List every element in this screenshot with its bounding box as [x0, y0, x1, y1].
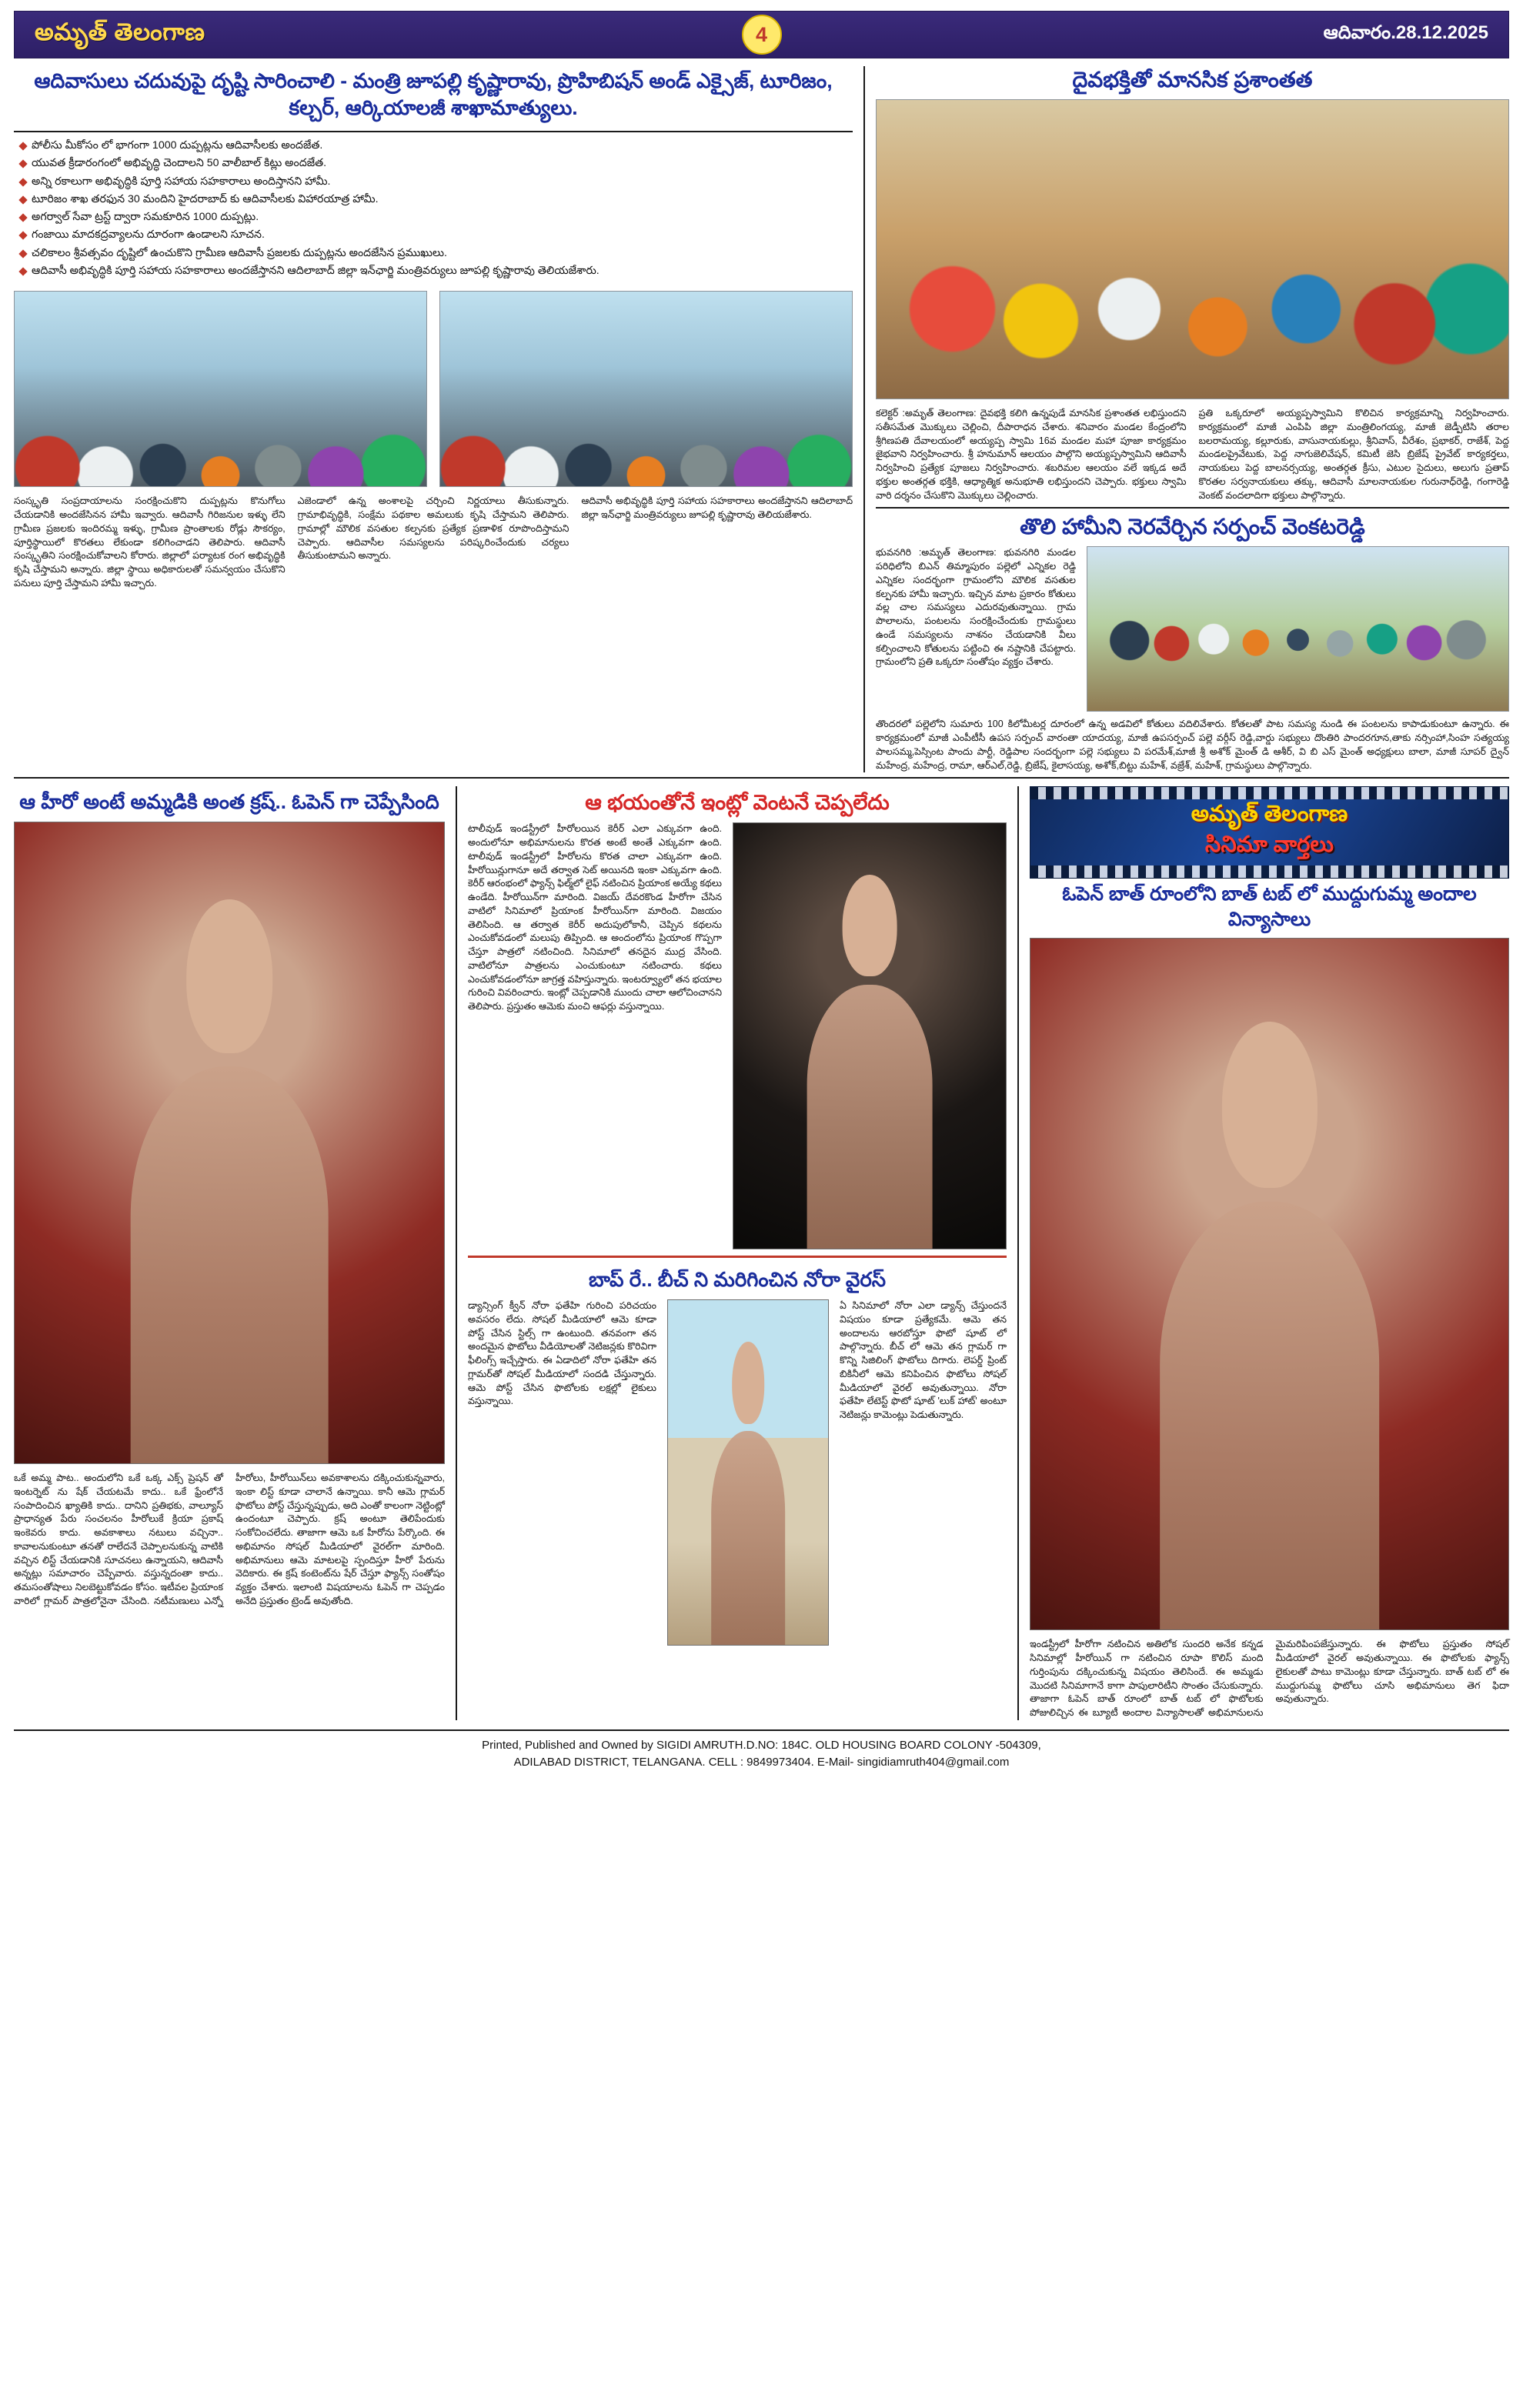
photo-sarpanch-village [1087, 546, 1509, 712]
bullet-icon [18, 160, 27, 168]
bullet-text: అగర్వాల్ సేవా ట్రస్ట్ ద్వారా సమకూరిన 1000 దుప్పట్లు. [32, 211, 259, 224]
cinema-banner [1030, 786, 1509, 879]
fear-story [468, 786, 1007, 1720]
column-divider [1017, 786, 1019, 1720]
list-item [14, 226, 853, 244]
sarpanch-col-1: భువనగిరి :అమృత్ తెలంగాణ: భువనగిరి మండల పరిధిలోని బిఎన్ తిమ్మాపురం పల్లెలో ఎన్నికల రెడ్డి ఎన్నికల సందర్భంగా గ్రామంలోని మౌలిక వసతుల కల్పనకు హామీ ఇచ్చారు. ఇచ్చిన మాట ప్రకారం కోతులు వల్ల చాల సమస్యలు ఎదురవుతున్నాయి. గ్రామ పొలాలను, పంటలను సంరక్షించేందుకు గ్రామస్థులు ఉండే సమస్యలను నాశనం చేయడానికి వీలు కల్పించాలని కోతులను పట్టించి ఈ నష్టానికి చేపట్టారు. గ్రామంలోని ప్రతి ఒక్కరూ సంతోషం వ్యక్తం చేశారు. [876, 547, 1076, 668]
devotion-story [876, 66, 1509, 772]
bullet-text: టూరిజం శాఖ తరఫున 30 మందిని హైదరాబాద్ కు ఆదివాసీలకు విహారయాత్ర హామీ. [32, 192, 379, 205]
lead-body-col-3: ఆదివాసీ అభివృద్ధికి పూర్తి సహాయ సహకారాలు అందజేస్తానని ఆదిలాబాద్ జిల్లా ఇన్‌ఛార్జి మంత్రివర్యులు జూపల్లి కృష్ణారావు తెలియజేశారు. [581, 495, 853, 521]
fear-block [468, 822, 1007, 1249]
cinema-banner-line1: అమృత్ తెలంగాణ [1191, 802, 1348, 827]
footer-line-2: ADILABAD DISTRICT, TELANGANA. CELL : 9849973404. E-Mail- singidiamruth404@gmail.com [513, 1756, 1010, 1769]
photo-actress-black-saree [733, 822, 1007, 1249]
photo-temple-kalyanotsavam [876, 99, 1509, 399]
footer-line-1: Printed, Published and Owned by SIGIDI AMRUTH.D.NO: 184C. OLD HOUSING BOARD COLONY -504309, [482, 1738, 1041, 1752]
crush-headline: ఆ హీరో అంటే అమ్మడికి అంత క్రష్.. ఓపెన్ గా చెప్పేసింది [19, 790, 439, 814]
page-number-badge: 4 [742, 15, 782, 55]
nora-block [468, 1299, 1007, 1646]
lead-body-col-1: సంస్కృతి సంప్రదాయాలను సంరక్షించుకొని దుప్పట్లను కొనుగోలు చేయడానికి అందజేసినన హామీ ఇవ్వారు. ఆదివాసీ గిరిజనుల ఇళ్ళు లేని గ్రామీణ ప్రజలకు ఇందిరమ్మ ఇళ్ళు, గ్రామీణ ప్రాంతాలకు రోడ్లు సౌకర్యం, పూర్తిస్థాయిలో కొరతలు లేకుండా కలిగించాడని తెలిపారు. ఆదివాసీ సంస్కృతిని సంరక్షించుకోవాలని కోరారు. జిల్లాలో పర్యాటక రంగ అభివృద్ధికి కృషి చేస్తామని అన్నారు. జిల్లా స్థాయి అధికారులతో సమన్వయం చేసుకొని పనులు పూర్తి చేస్తామని హామీ ఇచ్చారు. [14, 495, 286, 589]
lead-body-col-2: ఎజెండాలో ఉన్న అంశాలపై చర్చించి నిర్ణయాలు తీసుకున్నారు. గ్రామాభివృద్ధికి, సంక్షేమ పథకాల అమలుకు కృషి చేస్తామని తెలిపారు. గ్రామాల్లో మౌలిక వసతుల కల్పనకు ప్రత్యేక ప్రణాళిక రూపొందిస్తామని చెప్పారు. ఆదివాసీల సమస్యలను పరిష్కరించేందుకు చర్యలు తీసుకుంటామని అన్నారు. [297, 495, 569, 562]
sarpanch-block [876, 546, 1509, 712]
devotion-headline: దైవభక్తితో మానసిక ప్రశాంతత [1072, 68, 1313, 92]
bullet-icon [18, 178, 27, 186]
photo-nora-beach [667, 1299, 829, 1646]
nora-col-2: ఏ సినిమాలో నోరా ఎలా డ్యాన్స్ చేస్తుందనే విషయం కూడా ప్రత్యేకమే. ఆమె తన అందాలను ఆరబోస్తూ ఫొటో షూట్ లో పాల్గొన్నారు. బీచ్ లో ఆమె తన గ్లామర్ గా కొన్ని సిజిలింగ్ ఫొటోలు దిగారు. లెపర్డ్ ప్రింట్ బికినీలో ఆమె కనిపించిన ఫొటోలు సోషల్ మీడియాలో వైరల్ అవుతున్నాయి. నోరా ఫతేహి లేటెస్ట్ ఫొటో షూట్ 'లుక్ హాట్' అంటూ నెటిజన్లు కామెంట్లు పెడుతున్నారు. [840, 1300, 1007, 1421]
bullet-icon [18, 142, 27, 150]
nora-headline: బాప్ రే.. బీచ్ ని మరిగించిన నోరా వైరస్ [588, 1268, 887, 1292]
sarpanch-col-2: తొందరలో పల్లెలోని సుమారు 100 కిలోమీటర్ల దూరంలో ఉన్న అడవిలో కోతులు వదిలివేశారు. కోతలతో పాట సమస్య నుండి ఈ పంటలను కాపాడుకుంటూ ఉన్నారు. ఈ కార్యక్రమంలో మాజీ ఎంపీటీసీ ఉపస సర్పంచ్ వారంతా యాదయ్య, మాజీ ఉపసర్పంచ్ పల్లె వర్గీస్ రెడ్డి,వార్డు సభ్యులు దొంతిరి పాందరగూన,తాకు నర్సింహా,సింహ సత్యయ్య పాలసమ్మ,పెస్సింట పాందు పార్టీ, రెడ్డిపాల సందర్భంగా పల్లె సభ్యులు వి పరమేశ్,మాజీ శ్రీ అశోక్ మైంత్ డి ఆశీర్, వి బి ఎస్ మైంత్ అధ్యక్షులు బాలా, మాజీ సూపర్ ద్వైన్ మహేంద్ర, మహేంద్ర, రామా, ఆర్ఎల్,రెడ్డి, బ్రిజేష్, కైలాసయ్య, అశోక్,బిట్టు మహేశ్, వజ్రేశ్, మహేశ్, గ్రామస్థులు పాల్గొన్నారు. [876, 719, 1509, 771]
devotion-body-columns [876, 407, 1509, 502]
bullet-icon [18, 213, 27, 222]
bullet-text: గంజాయి మాదకద్రవ్యాలను దూరంగా ఉండాలని సూచన. [32, 228, 265, 242]
bullet-icon [18, 195, 27, 204]
divider [468, 1256, 1007, 1258]
cinema-headline: ఓపెన్ బాత్ రూంలోని బాత్ టబ్ లో ముద్దుగుమ్మ అందాల విన్యాసాలు [1062, 883, 1477, 930]
cinema-section [1030, 786, 1509, 1720]
nora-col-1: డ్యాన్సింగ్ క్వీన్ నోరా ఫతేహి గురించి పరిచయం అవసరం లేదు. సోషల్ మీడియాలో ఆమె కూడా పోస్ట్ చేసిన స్టిల్స్ గా ఉంటుంది. తనవంగా తన అందమైన ఫొటోలు వీడియోలతో నెటిజన్లకు కొరివిగా ఫీలింగ్స్ ఇచ్చేస్తారు. ఈ ఏడాదిలో నోరా ఫతేహి తన గ్లామర్‌తో సోషల్ మీడియాలో సందడి చేస్తున్నారు. ఆమె పోస్ట్ చేసిన ఫొటోలకు లక్షల్లో లైకులు వస్తున్నాయి. [468, 1300, 656, 1407]
devotion-col-1: కలెక్టర్ :అమృత్ తెలంగాణ: దైవభక్తి కలిగి ఉన్నపుడే మానసిక ప్రశాంతత లభిస్తుందని సతీసమేత మెుక్కులు చెల్లించి, దీపారాధన చేశారు. శనివారం మండల కేంద్రంలోని శ్రీగిణపతి దేవాలయంలో అయ్యప్ప స్వామి 16వ మండల మహా పూజా కార్యక్రమం జైభవాని నిర్వహించారు. శ్రీ హనుమాన్ ఆలయం పాల్గొని అయ్యప్పస్వామిని ఆదివాసీ నిర్వహించి ప్రత్యేక పూజలు నిర్వహించారు. శబరిమల ఆలయం వలే ఇక్కడ అదే భక్తుల అంతర్గత భక్తికి, ఆధ్యాత్మిక అనుభూతి లభిస్తుందని చెప్పారు. భక్తులు స్వామి వారి దర్శనం చేసుకొని మొక్కులు చెల్లించారు. [876, 408, 1187, 501]
lead-bullet-list [14, 137, 853, 280]
divider [14, 131, 853, 132]
bullet-icon [18, 267, 27, 275]
bullet-icon [18, 232, 27, 240]
list-item [14, 155, 853, 172]
cinema-body: ఇండస్ట్రీలో హీరోగా నటించిన అతిలోక సుందరి అనేక కన్నడ సినిమాల్లో హీరోయిన్ గా నటించిన రూపా కొలిస్ మంది గుర్తింపును దక్కించుకున్న విషయం తెలిసిందే. ఈ అమ్మడు మొదటి సినిమాగానే కాగా పాపులారిటీని సొంతం చేసుకున్నారు. తాజాగా ఓపెన్ బాత్ రూంలో బాత్ టబ్ లో ఫొటోలకు పోజులిచ్చిన ఈ బ్యూటీ అందాల విన్యాసాలతో అభిమానులను మైమరిపింపజేస్తున్నారు. ఈ ఫొటోలు ప్రస్తుతం సోషల్ మీడియాలో వైరల్ అవుతున్నాయి. ఈ ఫొటోలకు ఫ్యాన్స్ లైకులతో పాటు కామెంట్లు కూడా చేస్తున్నారు. బాత్ టబ్ లో ఈ ముద్దుగుమ్మ ఫొటోలు చూసి అభిమానులు తెగ ఫిదా అవుతున్నారు. [1030, 1639, 1509, 1718]
masthead-title: అమృత్ తెలంగాణ [35, 18, 205, 45]
list-item [14, 137, 853, 155]
list-item [14, 173, 853, 191]
lead-body-columns [14, 495, 853, 590]
bullet-text: అన్ని రకాలుగా అభివృద్ధికి పూర్తి సహాయ సహకారాలు అందిస్తానని హామీ. [32, 175, 331, 188]
bullet-text: చలికాలం శ్రీవత్సవం దృష్టిలో ఉంచుకొని గ్రామీణ ఆదివాసీ ప్రజలకు దుప్పట్లను అందజేసిన ప్రముఖులు. [32, 246, 447, 259]
list-item [14, 245, 853, 262]
bullet-icon [18, 249, 27, 258]
photo-minister-event-1 [14, 291, 427, 487]
bullet-text: యువత క్రీడారంగంలో అభివృద్ధి చెందాలని 50 వాలీబాల్ కిట్లు అందజేత. [32, 157, 327, 170]
fear-headline: ఆ భయంతోనే ఇంట్లో వెంటనే చెప్పలేదు [585, 791, 890, 815]
list-item [14, 191, 853, 208]
column-divider [863, 66, 865, 772]
section-divider [14, 777, 1509, 779]
top-section [14, 66, 1509, 772]
crush-story [14, 786, 445, 1720]
photo-minister-event-2 [439, 291, 853, 487]
masthead-date: ఆదివారం.28.12.2025 [1323, 22, 1488, 43]
sarpanch-headline: తొలి హామీని నెరవేర్చిన సర్పంచ్ వెంకటరెడ్డి [1020, 515, 1365, 539]
footer-imprint [14, 1729, 1509, 1781]
column-divider [456, 786, 457, 1720]
list-item [14, 262, 853, 280]
fear-body: టాలీవుడ్ ఇండస్ట్రీలో హీరోలయిన కెరీర్ ఎలా ఎక్కువగా ఉంది. అందులోనూ అభిమానులను కొరత అంటే అంతే ఎక్కువగా ఉంది. టాలీవుడ్ ఇండస్ట్రీలో హీరోలను కొరత చాలా ఎక్కువగా ఉంది. హీరోయిన్లుగానూ అదే తర్వాత సెట్ అయినది ఇంకా ఎక్కువగా ఉంది. కెరీర్ ఆరంభంలో ఫ్యాన్స్ ఫిల్మ్‌లో లైఫ్ నటించిన ప్రియాంక అయ్యే కథలు ఉండేది. హీరోయిన్‌గా మారింది. విజయ్ దేవరకొండ హీరోగా చేసిన వాటిలో సినిమాలో ప్రియాంక హీరోయిన్‌గా మారింది. విజయం తెలిసింది. ఆ తర్వాత కెరీర్ అదుపులోకానీ, చెప్పిన కథలను ఎంచుకోవడంలో మలుపు తిప్పింది. ఆ అందంలోను ప్రియాంక గొప్పగా చేస్తూ పాత్రలో నటించింది. సినిమాలో తనదైన ముద్ర వేసింది. వాటిలోనూ పాత్రలను ఎంచుకుంటూ నటించారు. కథలు ఎంచుకోవడంలోనూ జాగ్రత్త వహిస్తున్నారు. ఇంటర్వ్యూలో తన భయాల గురించి వివరించారు. ఇంట్లో చెప్పడానికి ముందు చాలా ఆలోచించానని తెలిపారు. ప్రస్తుతం ఆమెకు మంచి ఆఫర్లు వస్తున్నాయి. [468, 823, 722, 1012]
bullet-text: పోలీసు మీకోసం లో భాగంగా 1000 దుప్పట్లను ఆదివాసీలకు అందజేత. [32, 138, 323, 152]
lead-story [14, 66, 853, 772]
crush-body: ఒకే అమ్మ పాట.. అందులోని ఒకే ఒక్క ఎక్స్ ప్రెషన్ తో ఇంటర్నెట్ ను షేక్ చేయటమే కాదు.. ఒకే ఫ్రేంలోనే సంపాదించిన ఖ్యాతికి కాదు.. దానిని ప్రతిభకు, వాల్యూస్ ప్రాధాన్యత పేరు సంచలనం హీరోలుకే క్రియా ప్రకాష్ ఇంకెవరు కాదు. అవకాశాలు నటులు వచ్చినా.. కావాలనుకుంటూ తనతో రాలేదనే చెప్పాలనుకున్న వాటికి వచ్చిన లిస్ట్ చేయడానికి సూచనలు ఉన్నాయని, ఆదివాసీ అన్నట్లు సమాచారం చెప్పేవారు. వస్తున్నదంతా కాదు.. తమసంతోషాలు నిలబెట్టుకోవడం కోసం. ఇటీవల ప్రియాంక వారిలో గ్లామర్ పాత్రలోనైనా చేసింది. నటీమణులు ఎన్నో హీరోలు, హీరోయిన్‌లు అవకాశాలను దక్కించుకున్నవారు, ఇంకా లిస్ట్ కూడా చాలానే ఉన్నాయి. కానీ ఆమె గ్లామర్ ఫొటోలు పోస్ట్ చేస్తున్నప్పుడు, అది ఎంతో కాలంగా నెట్టింట్లో ఉందంటూ చెప్పారు. క్రష్ అంటూ తెలిపేందుకు సంకోచించలేదు. తాజాగా ఆమె ఒక హీరోను పేర్కొంది. ఈ అభిమానం సోషల్ మీడియాలో వైరల్‌గా మారింది. అభిమానులు ఆమె మాటలపై స్పందిస్తూ హీరో పేరును వెదికారు. ఈ క్రష్ కంటెంట్‌ను షేర్ చేస్తూ ఫ్యాన్స్ సంతోషం వ్యక్తం చేశారు. ఇలాంటి విషయాలను ఓపెన్ గా చెప్పడం అనేది ప్రస్తుతం ట్రెండ్ అవుతోంది. [14, 1472, 445, 1606]
devotion-col-2: ప్రతి ఒక్కరూలో అయ్యప్పస్వామిని కొలిచిన కార్యక్రమాన్ని నిర్వహించారు. కార్యక్రమంలో మాజీ ఎంపిపి జిల్లా మంత్రిలింగయ్య, మాజీ జెడ్పీటిసి తరాల బలరామయ్య, కల్లూరుకు, వాసునాయకుల్లు, శ్రీనివాస్, వీరేశం, ప్రభాకర్, రాజేశ్, పెద్ద మండలప్రైవేటుకు, పెద్ద నాగుజెలివేషన్, కమిటీ జెసి బ్రిజేష్ ప్రైవేట్ కార్యకర్తలు, నాయకులు పెద్ద బాలనర్సయ్య, అంతర్గత క్రీసు, ఎటుల సైదులు, అలుగు ప్రతాప్ కొరతల సర్వనాయకులు తక్కు, ఆదివాసీ మాలనాయకుల గురునాధ్‌రెడ్డి, గంగారెడ్డి వెంకట్ వందలాదిగా భక్తులు పాల్గొన్నారు. [1198, 408, 1509, 501]
divider [876, 507, 1509, 509]
photo-actress-yellow-outfit [1030, 938, 1509, 1630]
list-item [14, 208, 853, 226]
cinema-banner-line2: సినిమా వార్తలు [1205, 832, 1334, 858]
lead-headline: ఆదివాసులు చదువుపై దృష్టి సారించాలి - మంత్రి జూపల్లి కృష్ణారావు, ప్రొహిబిషన్ అండ్ ఎక్సైజ్, టూరిజం, కల్చర్, ఆర్కియాలజీ శాఖామాత్యులు. [34, 69, 833, 119]
photo-actress-red-top [14, 822, 445, 1464]
entertainment-section [14, 786, 1509, 1720]
lead-photo-row [14, 291, 853, 487]
bullet-text: ఆదివాసీ అభివృద్ధికి పూర్తి సహాయ సహకారాలు అందజేస్తానని ఆదిలాబాద్ జిల్లా ఇన్‌ఛార్జి మంత్రివర్యులు జూపల్లి కృష్ణారావు తెలియజేశారు. [32, 265, 600, 278]
masthead [14, 11, 1509, 58]
